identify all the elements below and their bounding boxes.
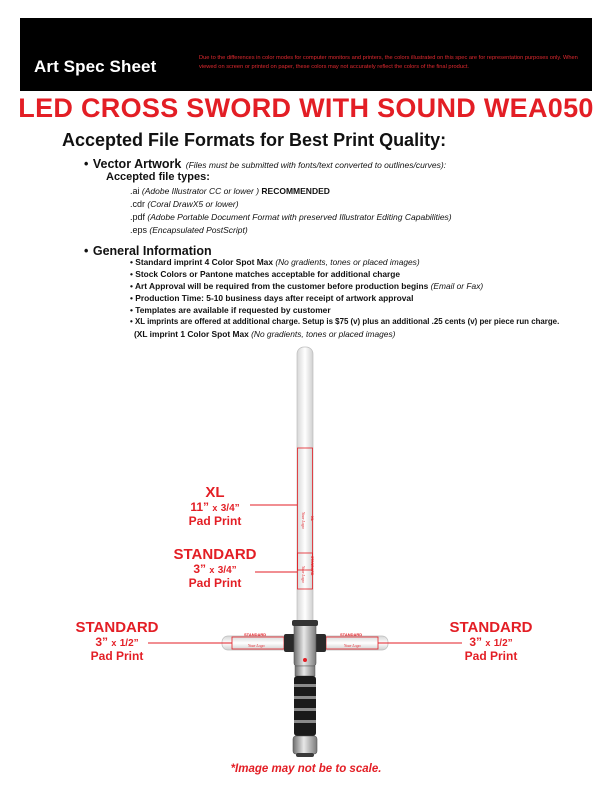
power-button xyxy=(303,658,307,662)
info-item xyxy=(134,329,395,339)
info-text: • XL imprints are offered at additional charge. Setup is $75 (v) plus an additional .25 cents (v) per piece run charge. xyxy=(130,317,560,326)
info-text: • Standard imprint 4 Color Spot Max xyxy=(130,257,273,267)
color-disclaimer: Due to the differences in color modes for computer monitors and printers, the colors illustrated on this spec are for representation purposes only. When viewed on screen or printed on paper, these colors may not accurately reflect the colors of the final product. xyxy=(199,55,578,70)
file-ext: .pdf xyxy=(130,212,146,222)
sword-illustration xyxy=(0,340,612,765)
file-desc: (Coral DrawX5 or lower) xyxy=(147,199,239,209)
header-title: Art Spec Sheet xyxy=(34,57,157,76)
standard-blade-method: Pad Print xyxy=(188,576,242,590)
info-note: (Email or Fax) xyxy=(430,281,484,291)
std-blade-logo: Your Logo xyxy=(301,566,306,583)
pommel xyxy=(293,736,317,754)
scale-footnote: *Image may not be to scale. xyxy=(230,763,382,775)
info-text: • Templates are available if requested by customer xyxy=(130,305,331,315)
std-right-logo: Your Logo xyxy=(344,643,361,648)
general-heading: General Information xyxy=(92,244,212,258)
info-item xyxy=(130,317,559,326)
bullet: • xyxy=(84,244,89,258)
vector-note: (Files must be submitted with fonts/text converted to outlines/curves): xyxy=(185,160,447,170)
file-type-pdf xyxy=(130,212,452,222)
info-item xyxy=(130,305,331,315)
product-title: LED CROSS SWORD WITH SOUND WEA050 xyxy=(18,93,594,123)
standard-left-name: STANDARD xyxy=(75,619,159,636)
standard-right-size: 3” x 1/2” xyxy=(469,635,513,649)
file-type-eps xyxy=(130,225,248,235)
file-type-cdr xyxy=(130,199,239,209)
info-item xyxy=(130,257,420,267)
file-recommended: RECOMMENDED xyxy=(261,186,330,196)
xl-logo: Your Logo xyxy=(301,512,306,529)
std-right-tag: STANDARD xyxy=(340,632,363,637)
info-note: (No gradients, tones or placed images) xyxy=(275,257,420,267)
file-desc: (Adobe Portable Document Format with preserved Illustrator Editing Capabilities) xyxy=(147,212,452,222)
standard-right-name: STANDARD xyxy=(449,619,533,636)
xl-name: XL xyxy=(205,484,225,501)
formats-title: Accepted File Formats for Best Print Quality: xyxy=(62,130,447,150)
std-left-tag: STANDARD xyxy=(244,632,267,637)
standard-blade-size: 3” x 3/4” xyxy=(193,562,237,576)
std-blade-tag: STANDARD xyxy=(310,556,314,576)
xl-label xyxy=(180,485,250,528)
standard-left-method: Pad Print xyxy=(90,649,144,663)
pommel-cap xyxy=(296,753,314,757)
handle-top xyxy=(295,666,315,676)
standard-left-label xyxy=(72,620,162,663)
file-type-ai xyxy=(130,186,330,196)
xl-method: Pad Print xyxy=(188,514,242,528)
file-ext: .ai xyxy=(130,186,140,196)
file-desc: (Adobe Illustrator CC or lower ) xyxy=(141,186,260,196)
file-types-heading: Accepted file types: xyxy=(106,171,210,183)
bullet: • xyxy=(84,157,89,171)
vector-heading: Vector Artwork xyxy=(92,157,182,171)
xl-size: 11” x 3/4” xyxy=(190,500,240,514)
info-item xyxy=(130,269,400,279)
info-text: • Production Time: 5-10 business days after receipt of artwork approval xyxy=(130,293,414,303)
std-left-logo: Your Logo xyxy=(248,643,265,648)
standard-right-method: Pad Print xyxy=(464,649,518,663)
standard-right-label xyxy=(446,620,536,663)
info-text: • Stock Colors or Pantone matches acceptable for additional charge xyxy=(130,269,401,279)
guard-collar xyxy=(292,620,318,626)
file-desc: (Encapsulated PostScript) xyxy=(149,225,248,235)
info-text: • Art Approval will be required from the customer before production begins xyxy=(130,281,429,291)
file-ext: .cdr xyxy=(130,199,146,209)
info-item xyxy=(130,293,413,303)
file-ext: .eps xyxy=(130,225,148,235)
info-text: (XL imprint 1 Color Spot Max xyxy=(134,329,249,339)
xl-tag: XL xyxy=(310,516,315,522)
standard-blade-label xyxy=(170,547,260,590)
standard-blade-name: STANDARD xyxy=(173,546,257,563)
info-note: (No gradients, tones or placed images) xyxy=(251,329,396,339)
main-blade xyxy=(297,347,313,627)
info-item xyxy=(130,281,483,291)
standard-left-size: 3” x 1/2” xyxy=(95,635,139,649)
